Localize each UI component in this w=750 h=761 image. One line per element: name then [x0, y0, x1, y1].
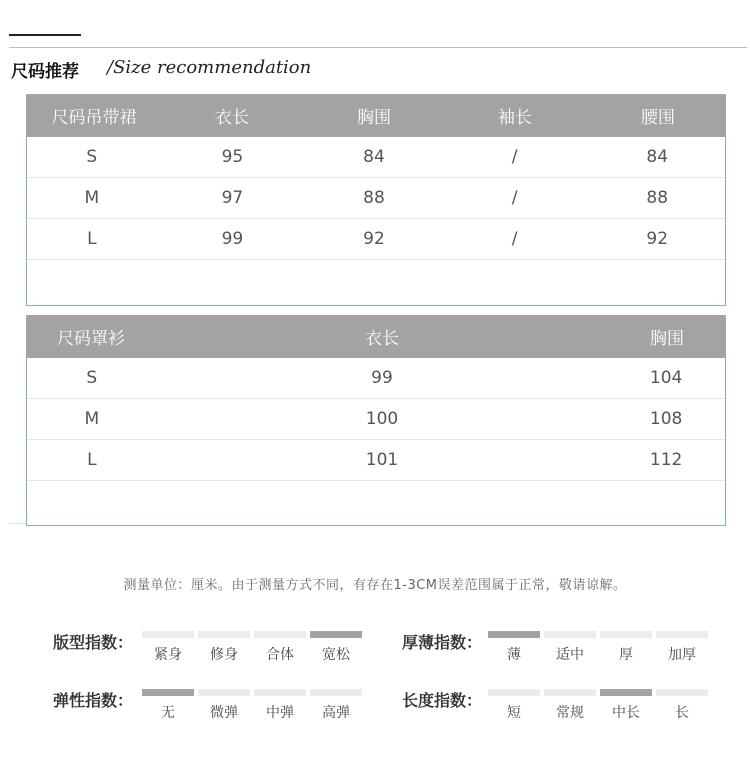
table-cell: S — [86, 147, 98, 167]
index-option-label: 厚 — [619, 647, 634, 663]
table-cell: L — [87, 229, 97, 249]
table-cell: 99 — [371, 368, 393, 388]
index-option — [542, 631, 598, 664]
cardigan-table-header — [26, 315, 726, 358]
elasticity-index-scale — [140, 689, 364, 722]
table-cell: 92 — [646, 229, 669, 249]
table-cell: S — [86, 368, 98, 388]
table-cell: 95 — [221, 147, 244, 167]
index-bar — [488, 689, 540, 696]
index-option — [308, 631, 364, 664]
index-option-label: 微弹 — [210, 705, 239, 721]
index-option — [196, 689, 252, 722]
index-option — [598, 631, 654, 664]
header-cell: 衣长 — [215, 108, 249, 128]
index-bar — [310, 631, 362, 638]
index-option — [196, 631, 252, 664]
page-subtitle: /Size recommendation — [107, 57, 312, 78]
index-option — [140, 689, 196, 722]
index-option-label: 加厚 — [668, 647, 697, 663]
header-cell: 尺码吊带裙 — [51, 108, 137, 128]
index-bar — [600, 631, 652, 638]
table-cell: / — [511, 188, 518, 208]
index-option-label: 合体 — [266, 647, 295, 663]
table-cell: M — [84, 409, 100, 429]
length-index-label: 长度指数： — [402, 691, 483, 710]
index-option-label: 长 — [675, 705, 690, 721]
table-row — [27, 399, 725, 440]
table-cell: 88 — [363, 188, 385, 208]
fit-index-label: 版型指数： — [53, 633, 134, 652]
index-bar — [600, 689, 652, 696]
header-accent-rule — [9, 34, 81, 36]
header-cell: 袖长 — [498, 108, 532, 128]
page-title: 尺码推荐 — [11, 62, 79, 82]
index-bar — [656, 689, 708, 696]
elasticity-index — [53, 688, 364, 722]
header-cell: 胸围 — [357, 108, 391, 128]
index-option — [654, 631, 710, 664]
dress-size-table — [26, 94, 726, 306]
table-row — [27, 358, 725, 399]
header-cell: 胸围 — [650, 329, 684, 349]
measurement-note: 测量单位：厘米。由于测量方式不同，有存在1-3CM误差范围属于正常，敬请谅解。 — [123, 578, 627, 593]
index-option-label: 宽松 — [322, 647, 351, 663]
table-cell: 88 — [646, 188, 669, 208]
table-cell: / — [511, 229, 518, 249]
header-cell: 腰围 — [641, 108, 675, 128]
index-option — [252, 631, 308, 664]
table-row — [27, 137, 725, 178]
index-option-label: 中弹 — [266, 705, 295, 721]
table-cell: 101 — [365, 450, 399, 470]
index-option-label: 适中 — [556, 647, 585, 663]
index-option — [598, 689, 654, 722]
table-cell: M — [84, 188, 100, 208]
table-cell: L — [87, 450, 97, 470]
table-cell: 99 — [221, 229, 244, 249]
length-index-scale — [486, 689, 710, 722]
header-cell: 衣长 — [365, 329, 399, 349]
index-bar — [198, 631, 250, 638]
index-bar — [544, 631, 596, 638]
elasticity-index-label: 弹性指数： — [53, 691, 134, 710]
index-option — [486, 631, 542, 664]
table-cell: 112 — [649, 450, 683, 470]
index-option-label: 常规 — [556, 705, 585, 721]
table-row — [27, 440, 725, 481]
index-option — [542, 689, 598, 722]
table-cell: 104 — [649, 368, 683, 388]
table-cell: 100 — [365, 409, 399, 429]
table-cell: 84 — [363, 147, 385, 167]
thickness-index — [402, 630, 710, 664]
index-bar — [310, 689, 362, 696]
table-cell: 97 — [221, 188, 244, 208]
dress-table-header — [26, 94, 726, 137]
index-option — [140, 631, 196, 664]
index-option-label: 短 — [507, 705, 522, 721]
header-divider — [9, 47, 747, 48]
index-option-label: 无 — [161, 705, 176, 721]
table-row — [27, 178, 725, 219]
header-cell: 尺码罩衫 — [57, 329, 125, 349]
index-bar — [198, 689, 250, 696]
cardigan-size-table — [26, 315, 726, 526]
index-option — [486, 689, 542, 722]
index-bar — [142, 689, 194, 696]
table-cell: 92 — [363, 229, 385, 249]
index-option-label: 高弹 — [322, 705, 351, 721]
index-bar — [142, 631, 194, 638]
fit-index — [53, 630, 364, 664]
index-option — [654, 689, 710, 722]
table-cell: 108 — [649, 409, 683, 429]
thickness-index-scale — [486, 631, 710, 664]
index-bar — [254, 631, 306, 638]
index-bar — [656, 631, 708, 638]
index-option — [252, 689, 308, 722]
index-option — [308, 689, 364, 722]
index-option-label: 中长 — [612, 705, 641, 721]
thickness-index-label: 厚薄指数： — [402, 633, 483, 652]
index-bar — [488, 631, 540, 638]
table-row — [27, 219, 725, 260]
decorative-divider — [9, 523, 26, 524]
table-cell: 84 — [646, 147, 669, 167]
index-option-label: 紧身 — [154, 647, 183, 663]
index-option-label: 薄 — [507, 647, 522, 663]
length-index — [402, 688, 710, 722]
table-cell: / — [511, 147, 518, 167]
index-bar — [254, 689, 306, 696]
index-bar — [544, 689, 596, 696]
fit-index-scale — [140, 631, 364, 664]
index-option-label: 修身 — [210, 647, 239, 663]
